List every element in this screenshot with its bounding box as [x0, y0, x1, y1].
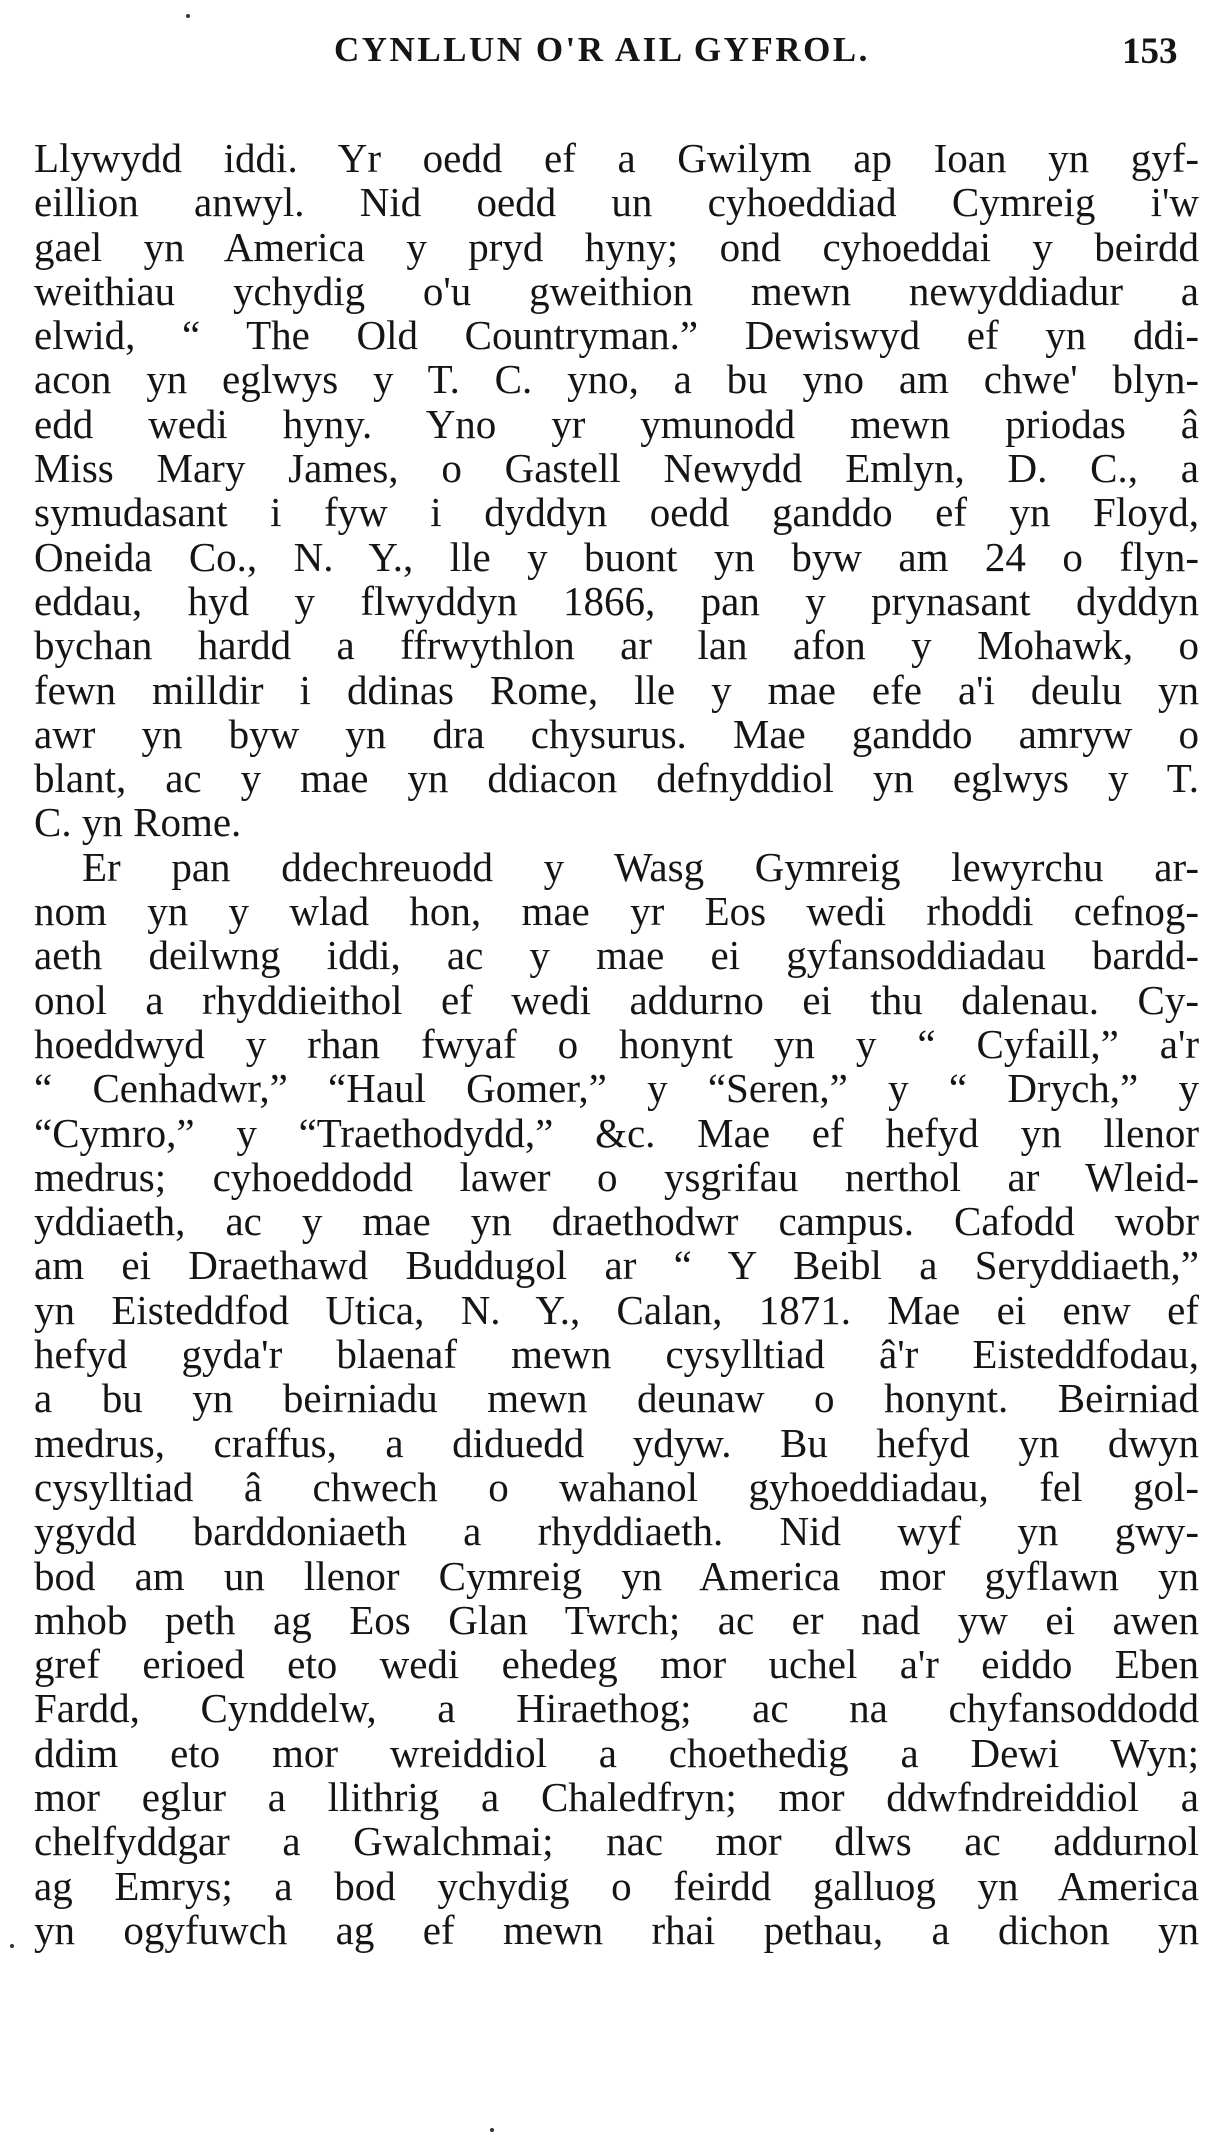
- page-number: 153: [1122, 31, 1178, 72]
- text-line: cysylltiad â chwech o wahanol gyhoeddiadau, fel gol-: [34, 1463, 1199, 1510]
- text-line: awr yn byw yn dra chysurus. Mae ganddo amryw o: [34, 710, 1199, 757]
- text-line: acon yn eglwys y T. C. yno, a bu yno am chwe' blyn-: [34, 356, 1199, 403]
- text-line: gael yn America y pryd hyny; ond cyhoeddai y beirdd: [34, 223, 1199, 270]
- text-line: onol a rhyddieithol ef wedi addurno ei thu dalenau. Cy-: [34, 976, 1199, 1023]
- text-line: gref erioed eto wedi ehedeg mor uchel a'r eiddo Eben: [34, 1641, 1199, 1688]
- text-line: fewn milldir i ddinas Rome, lle y mae efe a'i deulu yn: [34, 666, 1199, 713]
- running-head: CYNLLUN O'R AIL GYFROL.: [334, 30, 870, 69]
- text-line: Llywydd iddi. Yr oedd ef a Gwilym ap Ioan yn gyf-: [34, 135, 1199, 181]
- text-line: hefyd gyda'r blaenaf mewn cysylltiad â'r Eisteddfodau,: [34, 1331, 1199, 1378]
- text-line: medrus, craffus, a diduedd ydyw. Bu hefyd yn dwyn: [34, 1419, 1199, 1466]
- text-line: Fardd, Cynddelw, a Hiraethog; ac na chyfansoddodd: [34, 1685, 1199, 1732]
- text-line: aeth deilwng iddi, ac y mae ei gyfansoddiadau bardd-: [34, 932, 1199, 979]
- text-line: Miss Mary James, o Gastell Newydd Emlyn, D. C., a: [34, 445, 1199, 492]
- text-line: medrus; cyhoeddodd lawer o ysgrifau nerthol ar Wleid-: [34, 1153, 1199, 1200]
- page-header: [0, 30, 1222, 80]
- text-line: elwid, “ The Old Countryman.” Dewiswyd ef yn ddi-: [34, 312, 1199, 359]
- text-line: yn ogyfuwch ag ef mewn rhai pethau, a dichon yn: [34, 1906, 1199, 1953]
- text-line: ygydd barddoniaeth a rhyddiaeth. Nid wyf yn gwy-: [34, 1508, 1199, 1555]
- text-line: “Cymro,” y “Traethodydd,” &c. Mae ef hefyd yn llenor: [34, 1109, 1199, 1156]
- text-line: bychan hardd a ffrwythlon ar lan afon y Mohawk, o: [34, 622, 1199, 669]
- text-line: Er pan ddechreuodd y Wasg Gymreig lewyrchu ar-: [82, 843, 1199, 890]
- paragraph-1: [34, 136, 1199, 845]
- text-line: eddau, hyd y flwyddyn 1866, pan y prynasant dyddyn: [34, 577, 1199, 624]
- text-line: ddim eto mor wreiddiol a choethedig a Dewi Wyn;: [34, 1729, 1199, 1776]
- text-line: bod am un llenor Cymreig yn America mor gyflawn yn: [34, 1552, 1199, 1599]
- ink-speck: [10, 1944, 14, 1948]
- paragraph-2: [34, 845, 1199, 1952]
- text-line: mor eglur a llithrig a Chaledfryn; mor ddwfndreiddiol a: [34, 1773, 1199, 1820]
- text-line: am ei Draethawd Buddugol ar “ Y Beibl a Seryddiaeth,”: [34, 1242, 1199, 1289]
- text-line: ag Emrys; a bod ychydig o feirdd galluog yn America: [34, 1862, 1199, 1909]
- body-text: [34, 136, 1199, 1952]
- ink-speck: [490, 2128, 494, 2132]
- text-line: edd wedi hyny. Yno yr ymunodd mewn priodas â: [34, 400, 1199, 447]
- text-line: a bu yn beirniadu mewn deunaw o honynt. Beirniad: [34, 1375, 1199, 1422]
- text-line: Oneida Co., N. Y., lle y buont yn byw am 24 o flyn-: [34, 533, 1199, 580]
- text-line: yddiaeth, ac y mae yn draethodwr campus. Cafodd wobr: [34, 1198, 1199, 1245]
- text-line: weithiau ychydig o'u gweithion mewn newyddiadur a: [34, 267, 1199, 314]
- text-line: nom yn y wlad hon, mae yr Eos wedi rhoddi cefnog-: [34, 888, 1199, 935]
- text-line: eillion anwyl. Nid oedd un cyhoeddiad Cymreig i'w: [34, 179, 1199, 226]
- text-line: symudasant i fyw i dyddyn oedd ganddo ef yn Floyd,: [34, 489, 1199, 536]
- text-line: yn Eisteddfod Utica, N. Y., Calan, 1871. Mae ei enw ef: [34, 1286, 1199, 1333]
- text-line: hoeddwyd y rhan fwyaf o honynt yn y “ Cyfaill,” a'r: [34, 1020, 1199, 1067]
- ink-speck: [186, 14, 190, 18]
- text-line: chelfyddgar a Gwalchmai; nac mor dlws ac addurnol: [34, 1818, 1199, 1865]
- text-line: mhob peth ag Eos Glan Twrch; ac er nad yw ei awen: [34, 1596, 1199, 1643]
- text-line: blant, ac y mae yn ddiacon defnyddiol yn eglwys y T.: [34, 755, 1199, 802]
- text-line: C. yn Rome.: [34, 799, 242, 846]
- text-line: “ Cenhadwr,” “Haul Gomer,” y “Seren,” y “ Drych,” y: [34, 1065, 1199, 1112]
